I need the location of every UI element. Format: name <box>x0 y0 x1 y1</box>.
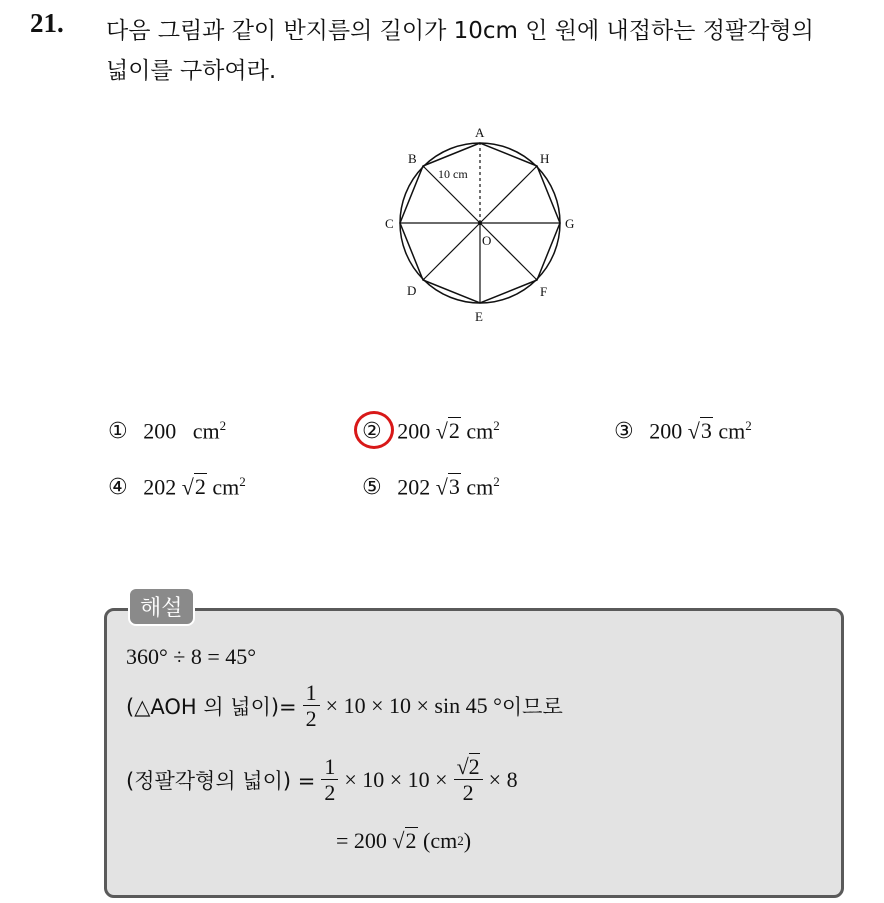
choice-1-exp: 2 <box>219 418 227 433</box>
choice-5-number: ⑤ <box>362 475 382 501</box>
solution-line-1: 360° ÷ 8 = 45° <box>126 644 257 669</box>
octagon-figure <box>380 120 580 330</box>
choice-3[interactable] <box>614 418 752 444</box>
label-E: E <box>475 309 483 324</box>
choice-5[interactable] <box>362 474 500 500</box>
solution-tag: 해설 <box>128 587 195 626</box>
radius-OD <box>423 223 480 280</box>
solution-line-3-prefix: (정팔각형의 넓이) = <box>126 768 316 793</box>
choice-1-number: ① <box>108 419 128 445</box>
label-C: C <box>385 216 394 231</box>
choice-4-number: ④ <box>108 475 128 501</box>
solution-line-3-mid: × 10 × 10 × <box>344 766 448 792</box>
solution-line-4-sqrt: √2 <box>392 828 417 853</box>
radius-OH <box>480 166 537 223</box>
question-text-line1: 다음 그림과 같이 반지름의 길이가 10cm 인 원에 내접하는 정팔각형의 <box>106 18 814 44</box>
choice-2-sqrt: √2 <box>435 418 460 444</box>
center-point <box>478 221 482 225</box>
choice-1-value: 200 <box>143 418 177 444</box>
radius-OF <box>480 223 537 280</box>
label-B: B <box>408 151 417 166</box>
choice-4-value: 202 <box>143 474 177 500</box>
choice-4-exp: 2 <box>239 474 246 489</box>
choice-3-exp: 2 <box>745 418 752 433</box>
choice-1-unit: cm <box>192 418 220 444</box>
choice-2-exp: 2 <box>493 418 500 433</box>
choice-5-unit: cm <box>466 474 494 500</box>
solution-line-2-suffix: 이므로 <box>501 694 563 719</box>
choice-3-number: ③ <box>614 419 634 445</box>
choice-3-value: 200 <box>649 418 683 444</box>
choice-2-value: 200 <box>397 418 431 444</box>
label-D: D <box>407 283 417 298</box>
solution-line-3-fraction-1: $\frac{1}{2}$ <box>321 754 338 806</box>
choice-5-sqrt: √3 <box>435 474 460 500</box>
choice-2-number: ② <box>362 419 382 445</box>
choice-4-unit: cm <box>212 474 240 500</box>
choice-2-unit: cm <box>466 418 494 444</box>
choice-3-unit: cm <box>718 418 746 444</box>
solution-line-3-fraction-2: $\frac{√2}{2}$ <box>454 754 483 806</box>
selected-answer-circle <box>354 411 394 449</box>
choice-5-exp: 2 <box>493 474 500 489</box>
choice-3-sqrt: √3 <box>687 418 712 444</box>
label-F: F <box>540 284 548 299</box>
label-O: O <box>482 233 492 248</box>
question-text-line2: 넓이를 구하여라. <box>106 58 277 84</box>
solution-line-2-expr: × 10 × 10 × sin 45 ° <box>325 692 502 718</box>
label-A: A <box>475 125 485 140</box>
label-G: G <box>565 216 575 231</box>
solution-line-4: = 200 √2 (cm 2 ) <box>336 828 472 853</box>
solution-line-3-rest: × 8 <box>488 766 518 792</box>
solution-line-2-fraction: $\frac{1}{2}$ <box>303 680 320 732</box>
octagon-svg <box>380 120 580 330</box>
choice-5-value: 202 <box>397 474 431 500</box>
question-number: 21. <box>30 8 64 38</box>
choice-4-sqrt: √2 <box>181 474 206 500</box>
solution-line-3 <box>126 754 518 806</box>
label-H: H <box>540 151 550 166</box>
solution-line-2-prefix: (△AOH 의 넓이)= <box>126 694 297 719</box>
solution-line-2 <box>126 680 563 732</box>
radius-length-label: 10 cm <box>438 167 468 181</box>
choice-4[interactable] <box>108 474 246 500</box>
choice-1[interactable] <box>108 418 226 444</box>
